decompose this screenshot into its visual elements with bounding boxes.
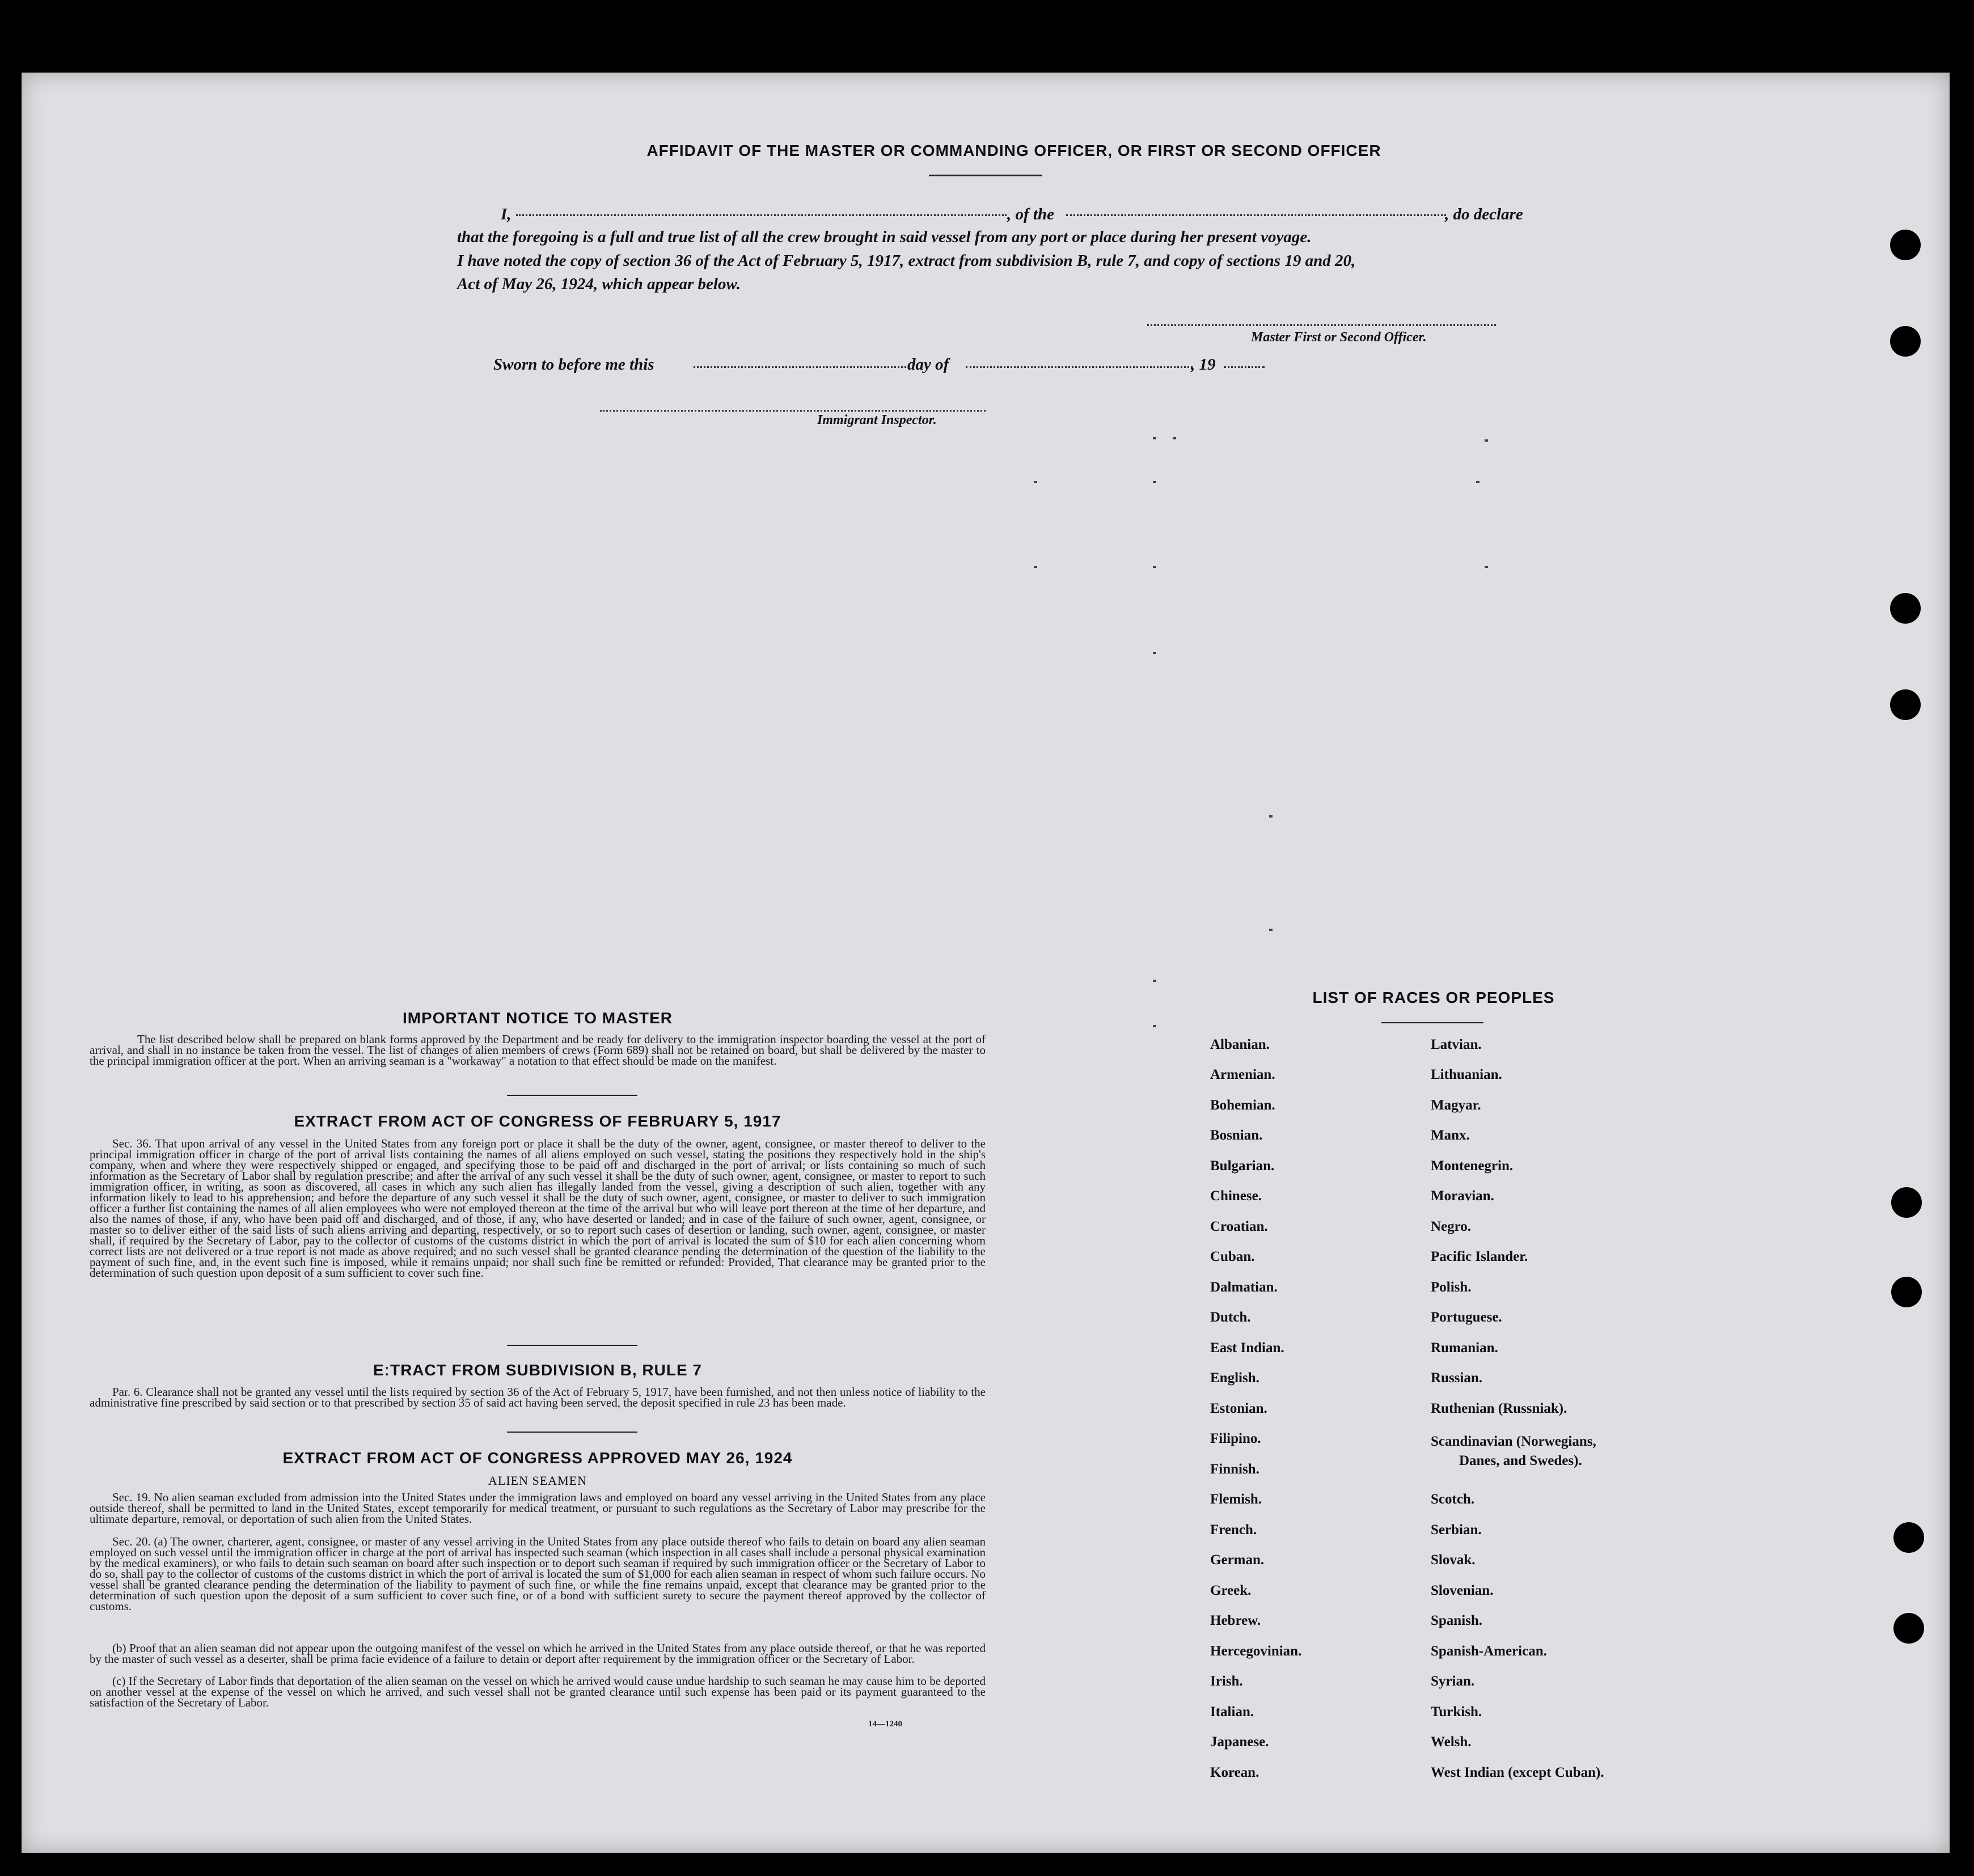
race-item: Russian. (1431, 1370, 1483, 1386)
race-item: Negro. (1431, 1219, 1472, 1234)
race-item: Lithuanian. (1431, 1067, 1502, 1082)
year-field[interactable] (1224, 366, 1265, 368)
affidavit-title: AFFIDAVIT OF THE MASTER OR COMMANDING OFFICER, OR FIRST OR SECOND OFFICER (646, 142, 1381, 159)
affidavit-line2: that the foregoing is a full and true list of all the crew brought in said vessel from any port or place during her present voyage. (457, 228, 1312, 246)
notice-title: IMPORTANT NOTICE TO MASTER (402, 1009, 673, 1027)
speck (1485, 439, 1488, 442)
race-item: Manx. (1431, 1128, 1470, 1143)
master-signature-line[interactable] (1147, 324, 1496, 326)
race-item: Italian. (1210, 1704, 1254, 1720)
sec20b-body: (b) Proof that an alien seaman did not appear upon the outgoing manifest of the vessel on which he arrived in the United States from any place outside thereof, or that he was reported by the master of such vessel as a deserter, shall be prima facie evidence of a failure to detain or deport after requirement by the immigration officer or the Secretary of Labor. (90, 1641, 986, 1666)
race-item: Scandinavian (Norwegians, (1431, 1434, 1596, 1449)
master-label: Master First or Second Officer. (1251, 330, 1427, 345)
speck (1153, 437, 1156, 439)
punch-hole (1891, 1187, 1922, 1218)
sec19-body: Sec. 19. No alien seaman excluded from admission into the United States under the immigration laws and employed on board any vessel arriving in the United States from any place outside thereof, shall be permitted to land in the United States, except temporarily for medical treatment, or pursuant to such regulations as the Secretary of Labor may prescribe for the ultimate departure, removal, or deportation of such alien from the United States. (90, 1490, 986, 1526)
race-item: Bosnian. (1210, 1128, 1263, 1143)
divider (929, 175, 1042, 176)
extract-1917-body: Sec. 36. That upon arrival of any vessel in the United States from any foreign port or place it shall be the duty of the owner, agent, consignee, or master thereof to deliver to the principal immigration officer in charge of the port of arrival lists containing the names of all aliens employed on such vessel, stating the positions they respectively hold in the ship's company, when and where they were respectively shipped or engaged, and specifying those to be paid off and discharged in the port of arrival; or lists containing so much of such information as the Secretary of Labor shall by regulation prescribe; and after the arrival of any such vessel it shall be the duty of such owner, agent, consignee, or master to report to such immigration officer, in writing, as soon as discovered, all cases in which any such alien has illegally landed from the vessel, giving a description of such alien, together with any information likely to lead to his apprehension; and before the departure of any such vessel it shall be the duty of such owner, agent, consignee, or master to deliver to such immigration officer a further list containing the names of all alien employees who were not employed thereon at the time of the arrival but who will leave port thereon at the time of her departure, and also the names of those, if any, who have been paid off and discharged, and of those, if any, who have deserted or landed; and in case of the failure of such owner, agent, consignee, or master so to deliver either of the said lists of such aliens arriving and departing, respectively, or so to report such cases of desertion or landing, such owner, agent, consignee, or master shall, if required by the Secretary of Labor, pay to the collector of customs of the customs district in which the port of arrival is located the sum of $10 for each alien concerning whom correct lists are not delivered or a true report is not made as above required; and no such vessel shall be granted clearance pending the determination of the question of the liability to the payment of such fine, and, in the event such fine is imposed, while it remains unpaid; nor shall such fine be remitted or refunded: Provided, That clearance may be granted prior to the determination of such question upon deposit of a sum sufficient to cover such fine. (90, 1137, 986, 1280)
name-field[interactable] (516, 214, 1007, 216)
punch-hole (1890, 326, 1921, 357)
speck (1153, 1025, 1156, 1027)
race-item: Korean. (1210, 1765, 1259, 1780)
race-item: Syrian. (1431, 1674, 1475, 1689)
race-item: Scotch. (1431, 1492, 1475, 1507)
sec20a-body: Sec. 20. (a) The owner, charterer, agent, consignee, or master of any vessel arriving in the United States from any place outside thereof who fails to detain on board any alien seaman employed on such vessel until the immigration officer in charge at the port of arrival has inspected such seaman (which inspection in all cases shall include a personal physical examination by the medical examiners), or who fails to detain such seaman on board after such inspection or to deport such seaman if required by such immigration officer or the Secretary of Labor to do so, shall pay to the collector of customs of the customs district in which the port of arrival is located the sum of $1,000 for each alien seaman in respect of whom such failure occurs. No vessel shall be granted clearance pending the determination of the liability to payment of such fine, or while the fine remains unpaid, except that clearance may be granted prior to the determination of such question upon the deposit of a sum sufficient to cover such fine, or of a bond with sufficient surety to secure the payment thereof approved by the collector of customs. (90, 1535, 986, 1613)
race-item: Bulgarian. (1210, 1158, 1275, 1174)
notice-body: The list described below shall be prepared on blank forms approved by the Department and be ready for delivery to the immigration inspector boarding the vessel at the port of arrival, and shall in no instance be taken from the vessel. The list of changes of alien members of crews (Form 689) shall not be retained on board, but shall be delivered by the master to the principal immigration officer at the port. When an arriving seaman is a "workaway" a notation to that effect should be made on the manifest. (90, 1032, 986, 1068)
race-item: Hercegovinian. (1210, 1644, 1302, 1659)
race-item: Slovenian. (1431, 1583, 1494, 1598)
sworn-start: Sworn to before me this (493, 355, 654, 374)
inspector-signature-line[interactable] (600, 410, 986, 412)
affidavit-line3: I have noted the copy of section 36 of the Act of February 5, 1917, extract from subdivision B, rule 7, and copy of sections 19 and 20, (457, 252, 1356, 270)
race-item: Serbian. (1431, 1522, 1482, 1538)
sworn-mid: day of (907, 355, 949, 374)
speck (1476, 481, 1480, 483)
race-item: Portuguese. (1431, 1310, 1502, 1325)
punch-hole (1893, 1522, 1924, 1553)
punch-hole (1891, 1277, 1922, 1307)
month-field[interactable] (966, 366, 1193, 368)
race-item: Polish. (1431, 1280, 1472, 1295)
race-item: Slovak. (1431, 1552, 1476, 1568)
speck (1485, 566, 1488, 568)
extract-1924-title: EXTRACT FROM ACT OF CONGRESS APPROVED MAY 26, 1924 (282, 1449, 793, 1467)
speck (1153, 566, 1156, 568)
race-item: Greek. (1210, 1583, 1252, 1598)
vessel-field[interactable] (1066, 214, 1446, 216)
race-item: Spanish-American. (1431, 1644, 1547, 1659)
race-item: Spanish. (1431, 1613, 1483, 1628)
race-item: Albanian. (1210, 1037, 1270, 1052)
race-item: Latvian. (1431, 1037, 1482, 1052)
document-sheet (22, 73, 1950, 1853)
divider (507, 1345, 637, 1346)
punch-hole (1890, 593, 1921, 624)
speck (1153, 980, 1156, 982)
race-item: Croatian. (1210, 1219, 1268, 1234)
race-item: Welsh. (1431, 1734, 1472, 1750)
race-item: Dalmatian. (1210, 1280, 1278, 1295)
affidavit-line1-mid: , of the (1007, 205, 1054, 223)
punch-hole (1890, 230, 1921, 260)
race-item: East Indian. (1210, 1340, 1284, 1356)
affidavit-line1-start: I, (501, 205, 512, 223)
race-item: Ruthenian (Russniak). (1431, 1401, 1567, 1416)
race-item: French. (1210, 1522, 1257, 1538)
races-title: LIST OF RACES OR PEOPLES (1312, 989, 1555, 1006)
speck (1173, 437, 1176, 439)
race-item: Moravian. (1431, 1188, 1494, 1204)
race-item: Irish. (1210, 1674, 1243, 1689)
punch-hole (1893, 1613, 1924, 1644)
race-item: English. (1210, 1370, 1259, 1386)
race-item: Cuban. (1210, 1249, 1255, 1264)
race-item: Montenegrin. (1431, 1158, 1514, 1174)
inspector-label: Immigrant Inspector. (817, 413, 937, 427)
race-item: Rumanian. (1431, 1340, 1498, 1356)
speck (1269, 929, 1273, 931)
race-item: Hebrew. (1210, 1613, 1261, 1628)
race-item: Turkish. (1431, 1704, 1482, 1720)
race-item: Chinese. (1210, 1188, 1262, 1204)
punch-hole (1890, 689, 1921, 720)
race-item: Filipino. (1210, 1431, 1261, 1446)
speck (1153, 481, 1156, 483)
race-item: Bohemian. (1210, 1098, 1275, 1113)
divider (1381, 1022, 1483, 1023)
extract-rule7-title: EːTRACT FROM SUBDIVISION B, RULE 7 (373, 1361, 702, 1379)
extract-rule7-body: Par. 6. Clearance shall not be granted any vessel until the lists required by section 36 of the Act of February 5, 1917, have been furnished, and not then unless notice of liability to the administrative fine prescribed by said section or to that prescribed by section 35 of said act having been served, the deposit specified in rule 23 has been made. (90, 1385, 986, 1409)
race-item: Pacific Islander. (1431, 1249, 1528, 1264)
race-item: Dutch. (1210, 1310, 1251, 1325)
race-item: Finnish. (1210, 1462, 1259, 1477)
race-item: Armenian. (1210, 1067, 1275, 1082)
race-item: Danes, and Swedes). (1459, 1453, 1582, 1468)
sec20c-body: (c) If the Secretary of Labor finds that deportation of the alien seaman on the vessel on which he arrived would cause undue hardship to such seaman he may cause him to be deported on another vessel at the expense of the vessel on which he arrived, and such vessel shall not be granted clearance until such expense has been paid or its payment guaranteed to the satisfaction of the Secretary of Labor. (90, 1674, 986, 1709)
race-item: West Indian (except Cuban). (1431, 1765, 1604, 1780)
sworn-end: , 19 (1191, 355, 1216, 374)
divider (507, 1095, 637, 1096)
affidavit-line1-end: , do declare (1445, 205, 1523, 223)
form-number: 14—1240 (868, 1720, 902, 1729)
race-item: German. (1210, 1552, 1265, 1568)
race-item: Estonian. (1210, 1401, 1267, 1416)
speck (1269, 815, 1273, 818)
day-field[interactable] (694, 366, 906, 368)
speck (1034, 481, 1037, 483)
speck (1034, 566, 1037, 568)
affidavit-line4: Act of May 26, 1924, which appear below. (457, 275, 741, 293)
speck (1153, 652, 1156, 654)
extract-1917-title: EXTRACT FROM ACT OF CONGRESS OF FEBRUARY 5, 1917 (294, 1112, 781, 1130)
race-item: Japanese. (1210, 1734, 1269, 1750)
extract-1924-subtitle: ALIEN SEAMEN (488, 1473, 587, 1488)
divider (507, 1432, 637, 1433)
race-item: Magyar. (1431, 1098, 1481, 1113)
race-item: Flemish. (1210, 1492, 1262, 1507)
